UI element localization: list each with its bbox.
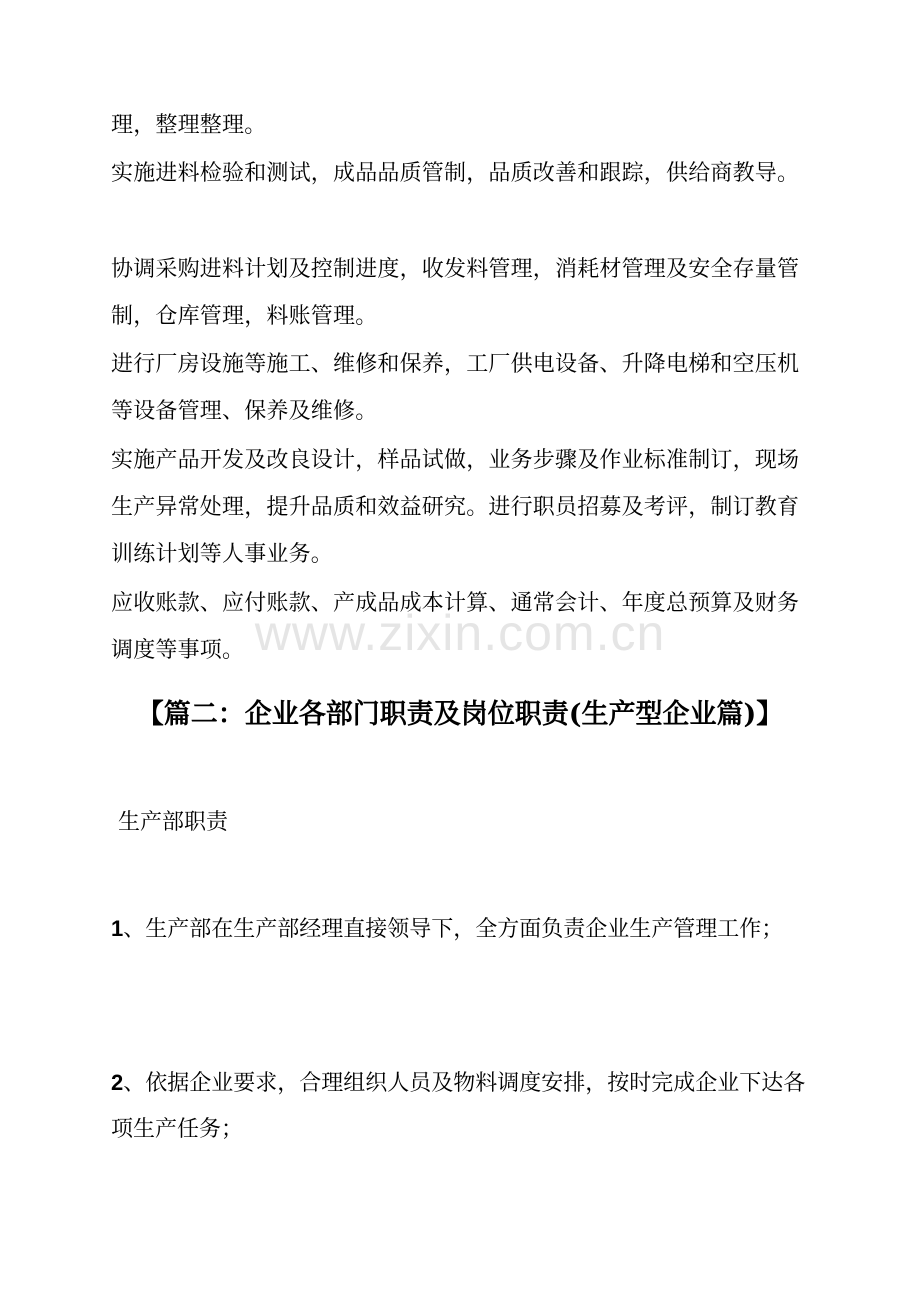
- paragraph-2: 实施进料检验和测试，成品品质管制，品质改善和跟踪，供给商教导。: [111, 161, 800, 186]
- paragraph-3: 协调采购进料计划及控制进度，收发料管理，消耗材管理及安全存量管制，仓库管理，料账管理。: [111, 257, 800, 329]
- item-number: 2: [111, 1070, 124, 1095]
- watermark: www.zixin.com.cn: [254, 605, 666, 661]
- paragraph-6: 应收账款、应付账款、产成品成本计算、通常会计、年度总预算及财务调度等事项。: [111, 591, 800, 663]
- section-title: 【篇二：企业各部门职责及岗位职责(生产型企业篇)】: [136, 699, 784, 730]
- paragraph-1: 理，整理整理。: [111, 113, 267, 138]
- paragraph-5: 实施产品开发及改良设计，样品试做，业务步骤及作业标准制订，现场生产异常处理，提升品质和效益研究。进行职员招募及考评，制订教育训练计划等人事业务。: [111, 448, 800, 567]
- item-text: 、生产部在生产部经理直接领导下，全方面负责企业生产管理工作；: [123, 917, 784, 942]
- list-item: [111, 1060, 811, 1153]
- subhead-production-duties: 生产部职责: [118, 810, 229, 835]
- item-text: 、依据企业要求，合理组织人员及物料调度安排，按时完成企业下达各项生产任务；: [111, 1071, 806, 1142]
- item-number: 1: [111, 916, 124, 941]
- list-item: [111, 906, 811, 953]
- paragraph-4: 进行厂房设施等施工、维修和保养，工厂供电设备、升降电梯和空压机等设备管理、保养及维修。: [111, 352, 800, 424]
